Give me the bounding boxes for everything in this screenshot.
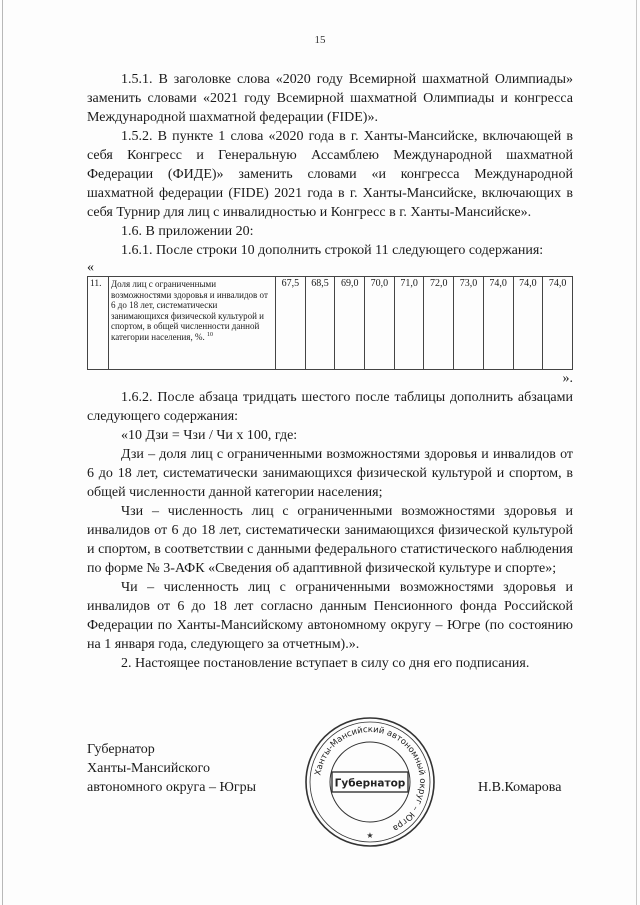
definition-chzi: Чзи – численность лиц с ограниченными возможностями здоровья и инвалидов от 6 до 18 лет, систематически занимающихся физической культурой и спортом, в соответствии с данными федерального статистического наблюдения по форме № 3-АФК «Сведения об адаптивной физической культуре и спорте»; <box>87 504 573 576</box>
value-cell: 74,0 <box>543 277 573 370</box>
signatory-title-line-2: Ханты-Мансийского <box>87 761 211 776</box>
value-cell: 70,0 <box>365 277 395 370</box>
value-cell: 69,0 <box>335 277 365 370</box>
governor-seal <box>300 712 440 852</box>
paragraph-1-6: 1.6. В приложении 20: <box>121 224 254 239</box>
value-cell: 71,0 <box>394 277 424 370</box>
closing-quote: ». <box>562 371 573 386</box>
signatory-title <box>87 740 256 797</box>
seal-ring-text-content: Ханты-Мансийский автономный округ – Югра <box>313 724 428 834</box>
value-cell: 72,0 <box>424 277 454 370</box>
footnote-ref: 10 <box>206 331 213 338</box>
scan-edge-left <box>2 0 3 905</box>
page-number: 15 <box>314 34 326 46</box>
value-cell: 68,5 <box>305 277 335 370</box>
paragraph-1-6-1: 1.6.1. После строки 10 дополнить строкой 11 следующего содержания: <box>121 243 544 258</box>
paragraph-1-6-2: 1.6.2. После абзаца тридцать шестого после таблицы дополнить абзацами следующего содержания: <box>87 390 573 424</box>
signatory-title-line-3: автономного округа – Югры <box>87 780 256 795</box>
opening-quote: « <box>87 260 94 275</box>
value-cell: 74,0 <box>513 277 543 370</box>
definition-dzi: Дзи – доля лиц с ограниченными возможностями здоровья и инвалидов от 6 до 18 лет, систематически занимающихся физической культурой и спортом, в общей численности данной категории населения; <box>87 447 573 500</box>
indicator-table <box>87 276 573 370</box>
paragraph-1-5-1: 1.5.1. В заголовке слова «2020 году Всемирной шахматной Олимпиады» заменить словами «2021 году Всемирной шахматной Олимпиады и конгресса Международной шахматной федерации (FIDE)». <box>87 72 573 125</box>
value-cell: 73,0 <box>454 277 484 370</box>
formula-line: «10 Дзи = Чзи / Чи x 100, где: <box>121 428 298 443</box>
signatory-title-line-1: Губернатор <box>87 742 155 757</box>
document-body <box>87 70 573 673</box>
paragraph-1-5-2: 1.5.2. В пункте 1 слова «2020 года в г. Ханты-Мансийске, включающей в себя Конгресс и Генеральную Ассамблею Международной шахматной Федерации (ФИДЕ)» заменить словами «и конгресса Международной шахматной федерации (FIDE) 2021 года в г. Ханты-Мансийске, включающих в себя Турнир для лиц с инвалидностью и Конгресс в г. Ханты-Мансийске». <box>87 129 573 220</box>
row-number: 11. <box>88 277 109 370</box>
scan-edge-right <box>636 0 637 905</box>
paragraph-2: 2. Настоящее постановление вступает в силу со дня его подписания. <box>121 656 530 671</box>
row-description: Доля лиц с ограниченными возможностями здоровья и инвалидов от 6 до 18 лет, систематически занимающихся физической культурой и спортом, в общей численности данной категории населения, %. <box>111 279 268 342</box>
value-cell: 74,0 <box>483 277 513 370</box>
value-cell: 67,5 <box>276 277 306 370</box>
definition-chi: Чи – численность лиц с ограниченными возможностями здоровья и инвалидов от 6 до 18 лет согласно данным Пенсионного фонда Российской Федерации по Ханты-Мансийскому автономному округу – Югре (по состоянию на 1 января года, следующего за отчетным).». <box>87 580 573 652</box>
seal-center-text: Губернатор <box>334 777 406 790</box>
seal-star-icon: ★ <box>366 831 374 840</box>
row-description-cell <box>109 277 276 370</box>
table-row <box>88 277 573 370</box>
signatory-name: Н.В.Комарова <box>478 780 562 795</box>
